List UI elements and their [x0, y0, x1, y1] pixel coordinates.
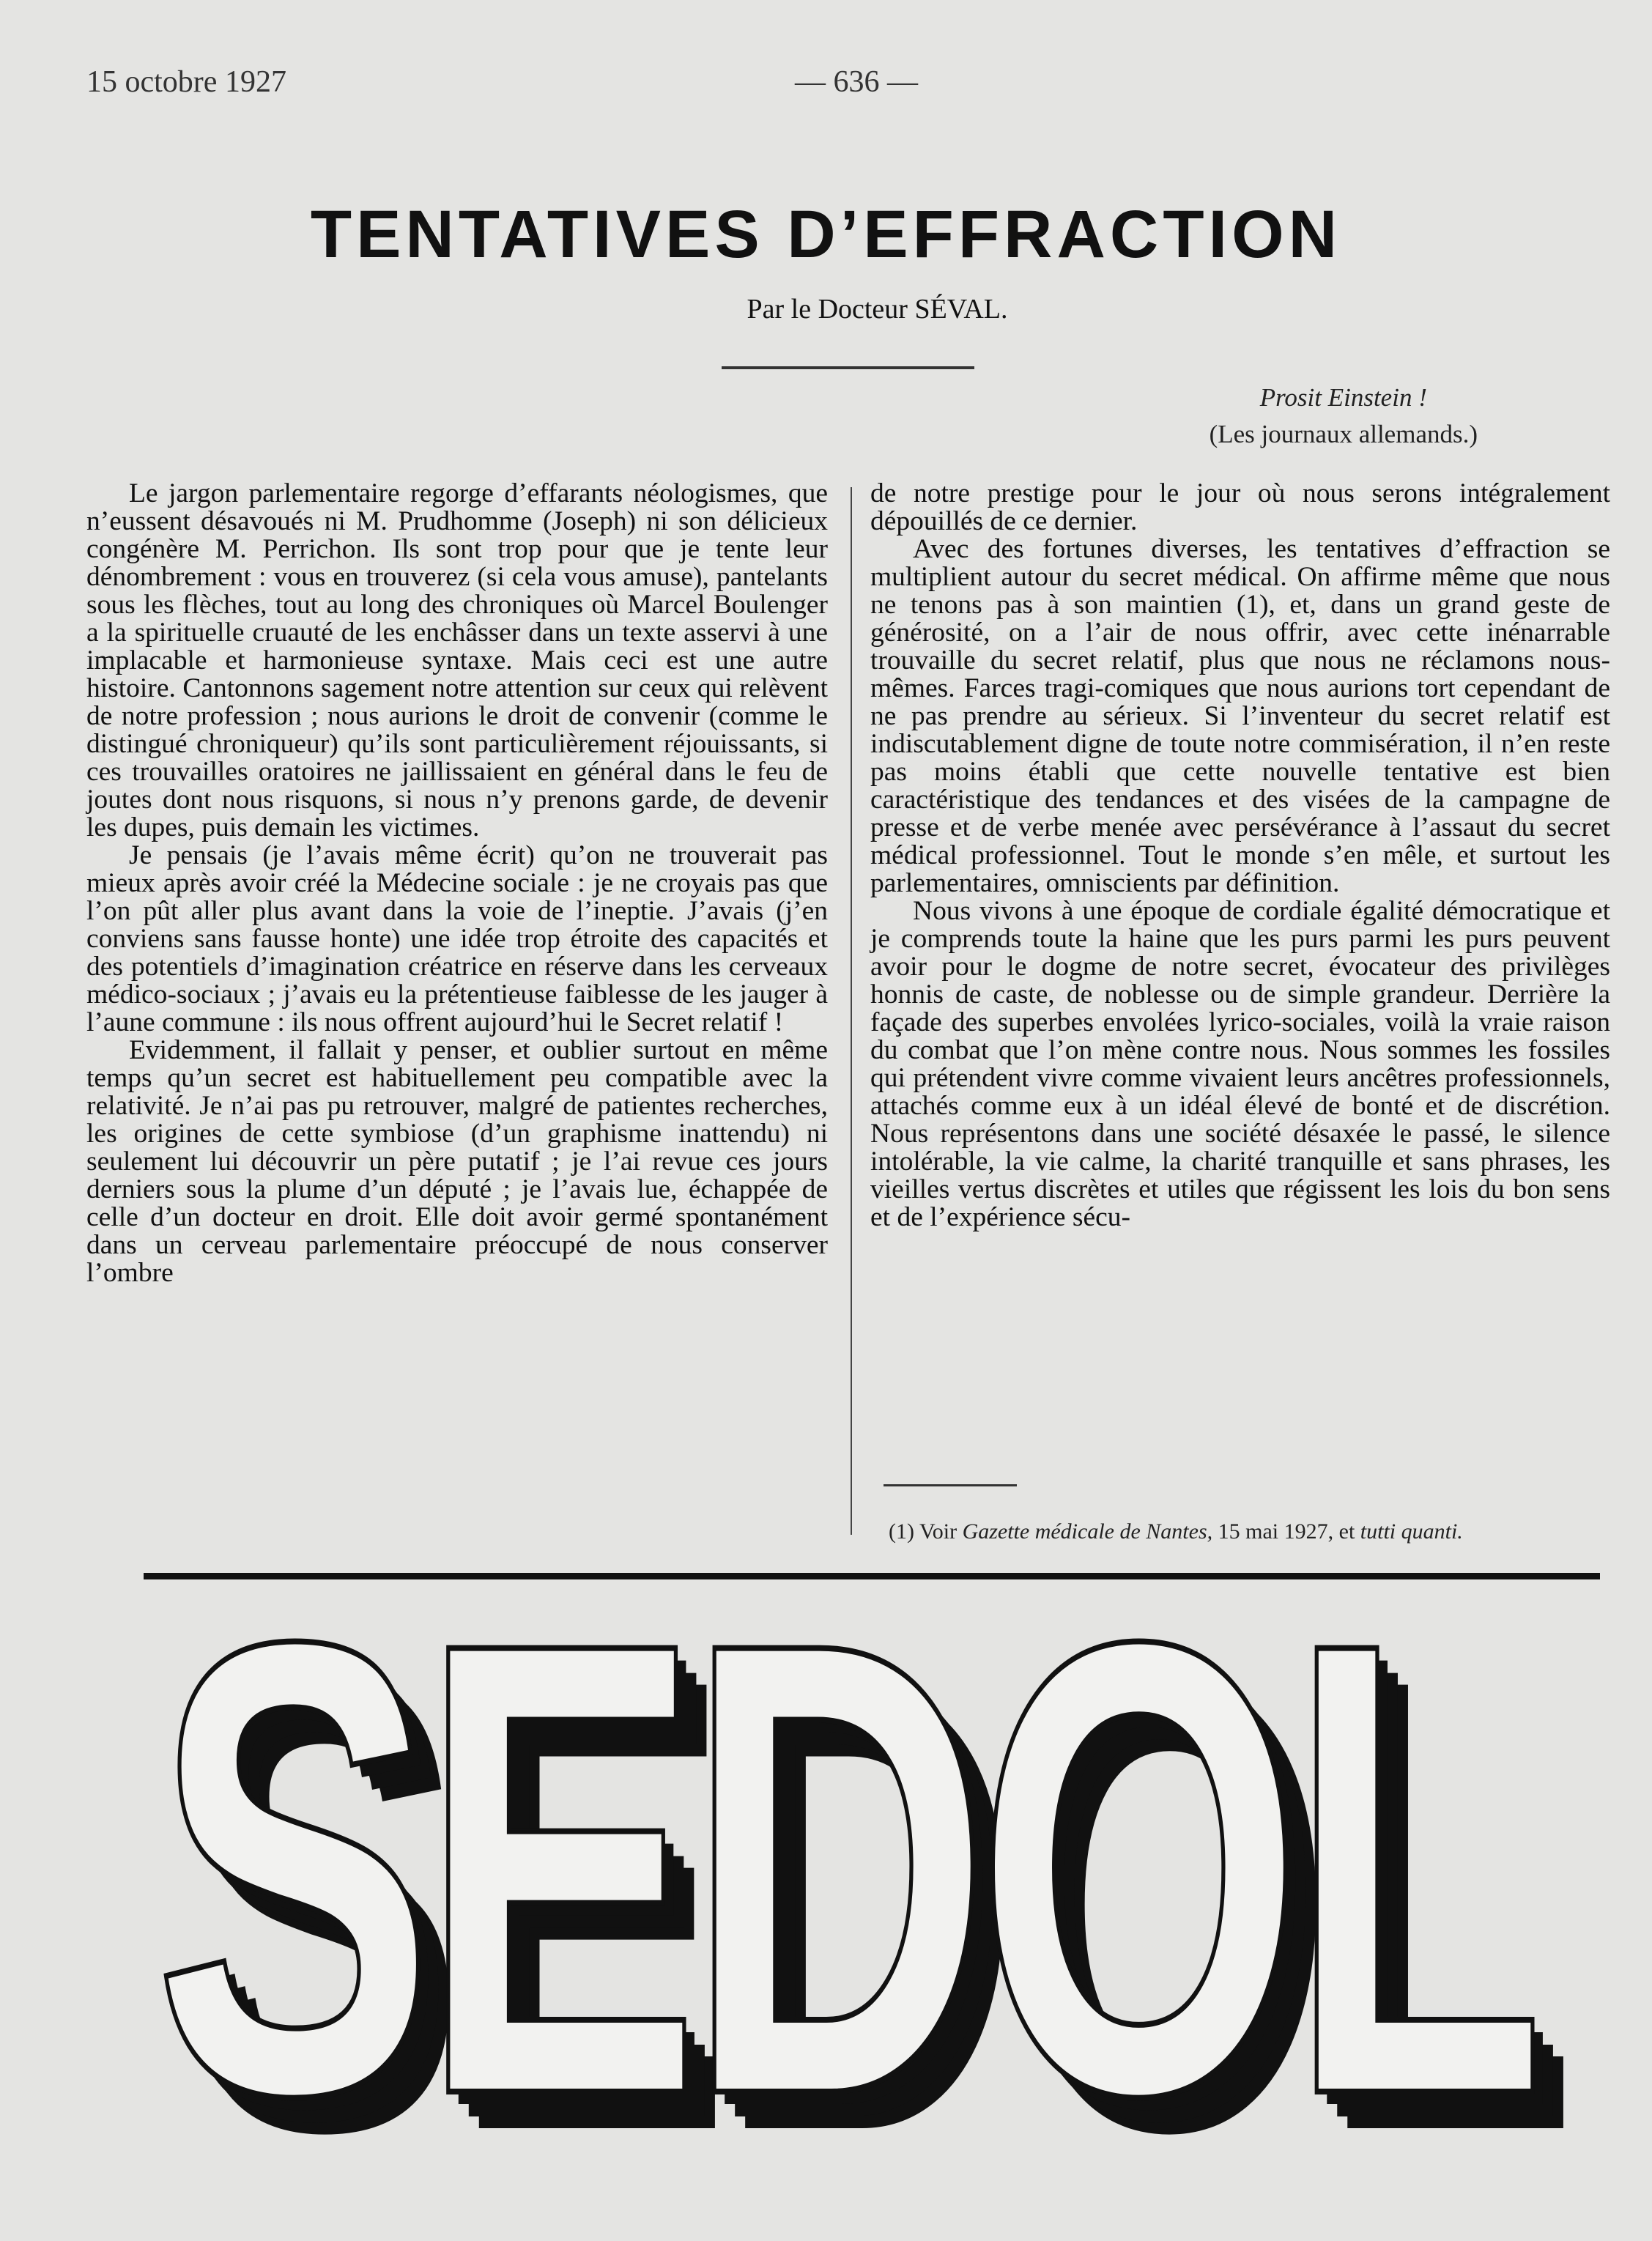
article-byline: Par le Docteur SÉVAL.: [747, 294, 1008, 325]
footnote-marker: (1) Voir: [889, 1519, 958, 1544]
paragraph: Je pensais (je l’avais même écrit) qu’on ne trouverait pas mieux après avoir créé la Médecine sociale : je ne croyais pas que l’on pût aller plus avant dans la voie de l’ineptie. J’avais (j’en conviens sans fausse honte) une idée trop étroite des capacités et des potentiels d’imagination créatrice en réserve dans les cerveaux médico-sociaux ; j’avais eu la prétentieuse faiblesse de les jauger à l’aune commune : ils nous offrent aujourd’hui le Secret relatif !: [86, 840, 828, 1037]
epigraph: [1210, 379, 1478, 453]
article-title: TENTATIVES D’EFFRACTION: [310, 197, 1342, 272]
header-page-number: — 636 —: [795, 65, 918, 99]
footnote-tail: tutti quanti.: [1360, 1519, 1463, 1544]
sedol-wordmark: SEDOL: [154, 1608, 1538, 2179]
paragraph: de notre prestige pour le jour où nous serons intégralement dépouillés de ce dernier.: [870, 478, 1610, 536]
epigraph-quote: Prosit Einstein !: [1259, 383, 1427, 412]
svg-text:SEDOL: SEDOL: [164, 1608, 1549, 2179]
column-divider: [851, 487, 852, 1535]
paragraph: Avec des fortunes diverses, les tentatives d’effraction se multiplient autour du secret médical. On affirme même que nous ne tenons pas à son maintien (1), et, dans un grand geste de générosité, on a l’air de nous offrir, avec cette inénarrable trouvaille du secret relatif, plus que nous ne réclamons nous-mêmes. Farces tragi-comiques que nous aurions tort cependant de ne pas prendre au sérieux. Si l’inventeur du secret relatif est indiscutablement digne de toute notre commisération, il n’en reste pas moins établi que cette nouvelle tentative est bien caractéristique des tendances et des visées de la campagne de presse et de verbe menée avec persévérance à l’assaut du secret médical professionnel. Tout le monde s’en mêle, et surtout les parlementaires, omniscients par définition.: [870, 534, 1610, 898]
header-date: 15 octobre 1927: [86, 65, 286, 99]
advertisement-divider: [144, 1573, 1600, 1579]
footnote-connector: et: [1338, 1519, 1355, 1544]
paragraph: Le jargon parlementaire regorge d’effarants néologismes, que n’eussent désavoués ni M. Prudhomme (Joseph) ni son délicieux congénère M. Perrichon. Ils sont trop pour que je tente leur dénombrement : vous en trouverez (si cela vous amuse), pantelants sous les flèches, tout au long des chroniques où Marcel Boulenger a la spirituelle cruauté de les enchâsser dans un texte asservi à une implacable et harmonieuse syntaxe. Mais ceci est une autre histoire. Cantonnons sagement notre attention sur ceux qui relèvent de notre profession ; nous aurions le droit de convenir (comme le distingué chroniqueur) qu’ils sont particulièrement réjouissants, si ces trouvailles oratoires ne jaillissaient en général dans le feu de joutes dont nous risquons, si nous n’y prenons garde, de devenir les dupes, puis demain les victimes.: [86, 478, 828, 842]
paragraph: Evidemment, il fallait y penser, et oublier surtout en même temps qu’un secret est habituellement peu compatible avec la relativité. Je n’ai pas pu retrouver, malgré de patientes recherches, les origines de cette symbiose (d’un graphisme inattendu) ni seulement lui découvrir un père putatif ; je l’ai revue ces jours derniers sous la plume d’un député ; je l’avais lue, échappée de celle d’un docteur en droit. Elle doit avoir germé spontanément dans un cerveau parlementaire préoccupé de nous conserver l’ombre: [86, 1035, 828, 1288]
left-column: [86, 480, 828, 1287]
right-column: [870, 480, 1610, 1231]
footnote: [889, 1519, 1463, 1544]
svg-text:SEDOL: SEDOL: [185, 1608, 1569, 2179]
footnote-date: 15 mai 1927,: [1218, 1519, 1334, 1544]
epigraph-source: (Les journaux allemands.): [1209, 420, 1478, 448]
svg-text:SEDOL: SEDOL: [174, 1608, 1559, 2179]
byline-divider: [722, 366, 974, 369]
paragraph: Nous vivons à une époque de cordiale égalité démocratique et je comprends toute la haine que les purs parmi les purs peuvent avoir pour le dogme de notre secret, évocateur des privilèges honnis de caste, de noblesse ou de simple grandeur. Derrière la façade des superbes envolées lyrico-sociales, voilà la vraie raison du combat que l’on mène contre nous. Nous sommes les fossiles qui prétendent vivre comme vivaient leurs ancêtres professionnels, attachés comme eux à un idéal élevé de bonté et de discrétion. Nous représentons dans une société désaxée le passé, le silence intolérable, la vie calme, la charité tranquille et sans phrases, les vieilles vertus discrètes et utiles que régissent les lois du bon sens et de l’expérience sécu-: [870, 896, 1610, 1232]
footnote-divider: [884, 1484, 1017, 1486]
sedol-logo: [103, 1608, 1582, 2179]
footnote-source: Gazette médicale de Nantes,: [962, 1519, 1213, 1544]
